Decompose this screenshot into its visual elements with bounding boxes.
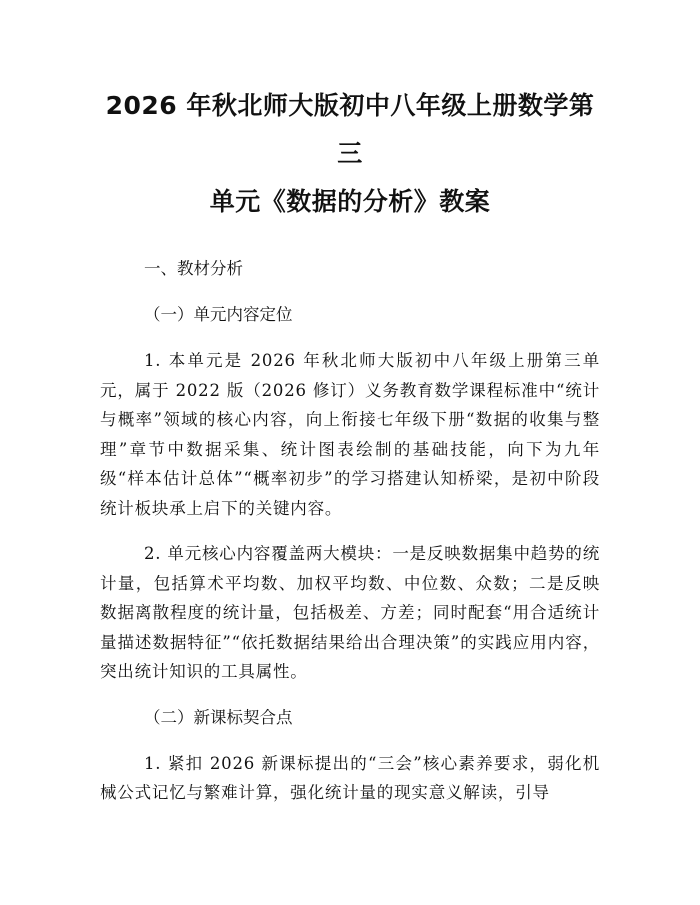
paragraph-curriculum-fit-1: 1. 紧扣 2026 新课标提出的“三会”核心素养要求，弱化机械公式记忆与繁难计算，强化统计量的现实意义解读，引导 [100,753,600,802]
subsection-heading-unit-positioning: （一）单元内容定位 [144,305,293,324]
title-line-2: 单元《数据的分析》教案 [209,187,491,216]
title-line-1: 2026 年秋北师大版初中八年级上册数学第三 [105,91,595,168]
subsection-heading-curriculum-fit: （二）新课标契合点 [144,707,293,727]
section-heading-textbook-analysis: 一、教材分析 [144,259,243,278]
paragraph-unit-positioning-1: 1. 本单元是 2026 年秋北师大版初中八年级上册第三单元，属于 2022 版（2026 修订）义务教育数学课程标准中“统计与概率”领域的核心内容，向上衔接七年级下册“数据的收集与整理”章节中数据采集、统计图表绘制的基础技能，向下为九年级“样本估计总体”“概率初步”的学习搭建认知桥梁，是初中阶段统计板块承上启下的关键内容。 [100,351,600,518]
document-title [100,82,600,226]
paragraph-unit-positioning-2: 2. 单元核心内容覆盖两大模块：一是反映数据集中趋势的统计量，包括算术平均数、加权平均数、中位数、众数；二是反映数据离散程度的统计量，包括极差、方差；同时配套“用合适统计量描述数据特征”“依托数据结果给出合理决策”的实践应用内容，突出统计知识的工具属性。 [100,544,600,681]
